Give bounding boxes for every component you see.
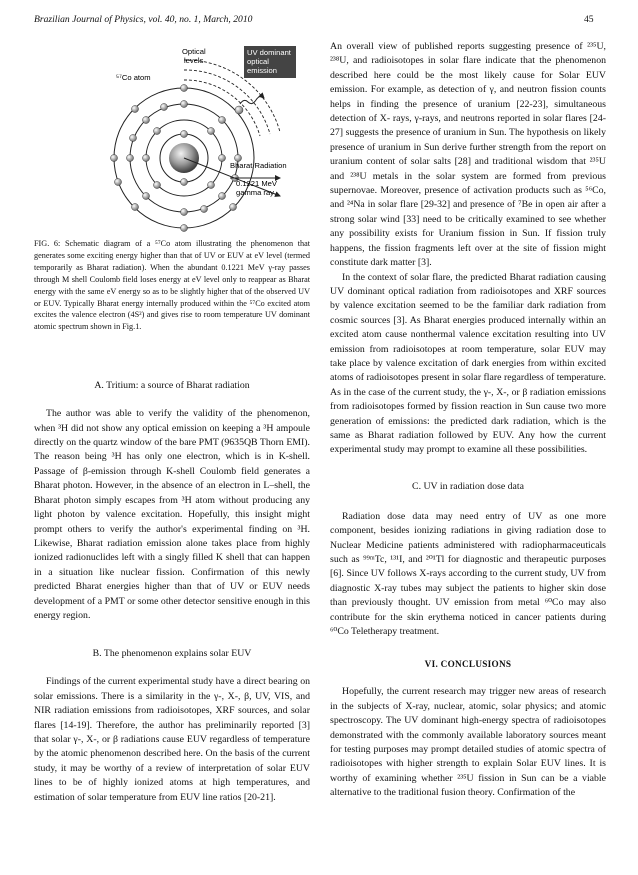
label-gamma-2: gamma ray	[236, 188, 274, 197]
page-number: 45	[584, 14, 594, 25]
paragraph-conclusions: Hopefully, the current research may trigger new areas of research in the subjects of X-ray, nuclear, atomic, solar physics; and atomic spectroscopy. The UV dominant high-energy spectra of radioisotopes demonstrated with the commonly available laboratory sources meant for testing purposes may prompt detailed studies of atomic spectra of radioisotopes with higher strength to explain Solar EUV lines. It is worthy of examining whether ²³⁵U fission in Sun can be a viable alternative to the traditional fusion theory. Confirmation of the	[330, 686, 606, 799]
paragraph-tritium: The author was able to verify the validity of the phenomenon, when ³H did not show any optical emission on keeping a ³H ampoule directly on the quartz window of the bare PMT (9635QB Thorn EMI). The reason being ³H has only one electron, which is in K-shell. Passage of β-emission through K-shell Coulomb field generates a Bharat photon. However, in the absence of an electron in L–shell, the Bharat photon simply escapes from ³H atom without producing any light photon by valence excitation. Hopefully, this insight might prompt others to verify the author's experimental finding on ³H. Likewise, Bharat radiation emission alone takes place from highly ionized radionuclides left with a singly filled K shell that can happen in a situation like nuclear fission. Confirmation of this newly predicted Bharat energies higher than that of UV or EUV needs development of a PMT or some other detector sensitive enough in this energy region.	[34, 408, 310, 621]
figure-caption: FIG. 6: Schematic diagram of a ⁵⁷Co atom illustrating the phenomenon that generates some exciting energy higher than that of UV or EUV at eV level (termed temporarily as Bharat radiation). When the abundant 0.1221 MeV γ-ray passes through M shell Coulomb field loses energy at eV level only to reappear as Bharat energy with the same eV energy so as to be slightly higher that of the observed UV or EUV. Typically Bharat energy internally produced within the ⁵⁷Co excited atom excites the valence electron (4S²) and gives rise to room temperature UV dominant atomic spectrum shown in Fig.1.	[34, 239, 310, 332]
cobalt-atom-diagram	[34, 40, 310, 232]
optical-level-2	[184, 70, 270, 134]
paragraph-radiation-dose: Radiation dose data may need entry of UV as one more component, besides ionizing radiations in giving radiation dose to Nuclear Medicine patients administered with radiopharmaceuticals such as ⁹⁹ᵐTc, ¹³¹I, and ²⁰¹Tl for diagnostic and therapeutic purposes [6]. Since UV follows X-rays according to the current study, UV from diagnostic X-ray tubes may subject the patients to higher skin dose than previously thought. UV emission from metal ⁶⁰Co may also contribute for the skin erythema noticed in cancer patients during ⁶⁰Co Teletherapy treatment.	[330, 510, 606, 638]
optical-level-1	[184, 80, 260, 136]
right-column	[330, 40, 606, 801]
label-uv-1: UV dominant	[247, 48, 291, 57]
section-heading-conclusions: VI. CONCLUSIONS	[424, 659, 512, 670]
label-uv-3: emission	[247, 66, 277, 75]
paragraph-overview: An overall view of published reports suggesting presence of ²³⁵U, ²³⁸U, and radioisotopes in solar flare indicate that the phenomenon described here could be the most likely cause for Solar EUV emission. For example, as detection of γ, and neutron fission counts helps in finding the presence of uranium [22-23], simultaneous detection of X- rays, γ-rays, and neutrons reported in solar flares [24-27] suggests the presence of uranium in Sun. The hypothesis on likely presence of uranium in Sun derive further strength from the report on uranium content of solar salts [28] and traditional wisdom that ²³⁵U and ²³⁸U metals in the solar system are formed from previous supernovae. Moreover, presence of activation products such as ⁵⁶Co, and ²⁴Na in solar flare [29-32] and presence of ⁷Be in open air after a strong solar wind [33] need to be critically examined to see whether any possibility exists for Uranium fission in Sun. If fission truly happens, the fission fragments left over at the site of fission might constitute dark matter [3].	[330, 41, 606, 269]
label-uv-2: optical	[247, 57, 269, 66]
section-heading-b: B. The phenomenon explains solar EUV	[92, 648, 252, 660]
label-optical-levels-1: Optical	[182, 47, 206, 56]
label-optical-levels-2: levels	[184, 56, 204, 65]
section-heading-a: A. Tritium: a source of Bharat radiation	[94, 380, 250, 392]
paragraph-solar-flare: In the context of solar flare, the predicted Bharat radiation causing UV dominant optical radiation from radioisotopes and XRF sources by valence excitation seemed to be the familiar dark radiation from cosmic sources [3]. As Bharat energies produced internally within an excited atom cause nonthermal valence excitation resulting into UV emission from radioisotopes at room temperature, solar EUV may take place by valence excitation of dark energies from within excited atoms of radioisotopes present in solar flare regardless of temperature. As in the case of the current study, the γ-, X-, or β radiation emissions from radioisotopes formed by fission reaction in Sun cause two more generation of emissions: the predicted dark radiation, which is the same as Bharat radiation followed by EUV. Any how the current experimental study may prompt to examine all these possibilities.	[330, 271, 606, 456]
left-column	[34, 40, 310, 805]
running-head: Brazilian Journal of Physics, vol. 40, no. 1, March, 2010	[34, 14, 253, 25]
section-heading-c: C. UV in radiation dose data	[412, 480, 524, 492]
excited-electron	[235, 106, 243, 114]
label-co-atom: ⁵⁷Co atom	[116, 73, 151, 82]
label-gamma-1: 0.1221 MeV	[236, 179, 277, 188]
paragraph-solar-euv: Findings of the current experimental study have a direct bearing on solar emissions. There is a similarity in the γ-, X-, β, UV, VIS, and NIR radiation emissions from radioisotopes, XRF sources, and solar flares [14-19]. Therefore, the author has preliminarily reported [3] that solar γ-, X-, or β radiations cause EUV regardless of temperature by the atomic phenomenon described here. On the basis of the current study, it may be worthy of a review of interpretation of solar EUV lines to be of highly ionized atoms at high temperatures, and estimation of solar temperature from EUV line ratios [20-21].	[34, 676, 310, 803]
figure-6	[34, 40, 310, 232]
label-bharat: Bharat Radiation	[230, 161, 287, 170]
